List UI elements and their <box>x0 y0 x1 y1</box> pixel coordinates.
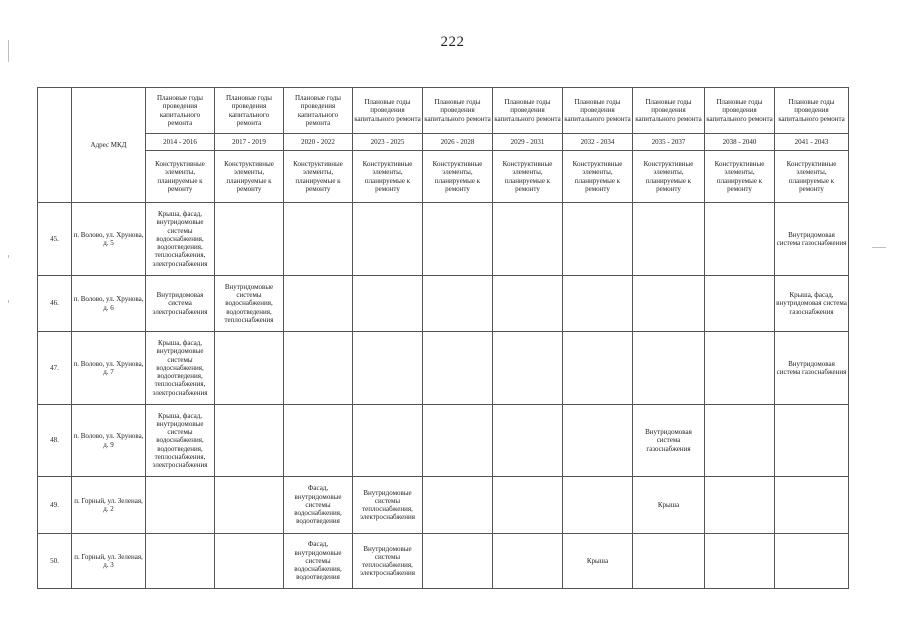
row-cell <box>633 203 705 276</box>
header-period: 2029 - 2031 <box>493 134 563 151</box>
row-address: п. Горный, ул. Зеленая, д. 3 <box>72 534 146 589</box>
row-cell <box>215 405 284 477</box>
row-cell: Внутридомовая система газоснабжения <box>775 332 849 405</box>
row-cell <box>705 276 775 332</box>
header-number-cell <box>38 88 72 203</box>
header-elements: Конструктивные элементы, планируемые к ремонту <box>284 151 353 203</box>
row-cell <box>493 477 563 534</box>
header-address-cell: Адрес МКД <box>72 88 146 203</box>
row-cell <box>353 332 423 405</box>
header-planned-years: Плановые годы проведения капитального ремонта <box>563 88 633 134</box>
row-cell <box>215 203 284 276</box>
table-row <box>38 534 849 589</box>
row-cell <box>705 477 775 534</box>
row-cell: Внутридомовая система газоснабжения <box>775 203 849 276</box>
header-elements: Конструктивные элементы, планируемые к ремонту <box>705 151 775 203</box>
row-cell <box>423 203 493 276</box>
row-cell <box>633 276 705 332</box>
header-period: 2020 - 2022 <box>284 134 353 151</box>
row-cell <box>563 203 633 276</box>
row-cell <box>423 405 493 477</box>
header-period: 2014 - 2016 <box>146 134 215 151</box>
row-cell <box>215 477 284 534</box>
table-row <box>38 276 849 332</box>
row-cell: Внутридомовая система газоснабжения <box>633 405 705 477</box>
row-cell <box>353 203 423 276</box>
row-cell: Внутридомовая система электроснабжения <box>146 276 215 332</box>
row-cell <box>146 477 215 534</box>
row-cell <box>493 203 563 276</box>
row-cell <box>563 405 633 477</box>
binding-mark <box>872 247 886 248</box>
row-cell <box>353 405 423 477</box>
header-row-planned-years <box>38 88 849 134</box>
row-number: 46. <box>38 276 72 332</box>
row-cell <box>493 534 563 589</box>
row-number: 45. <box>38 203 72 276</box>
table-row <box>38 332 849 405</box>
row-cell <box>705 203 775 276</box>
header-planned-years: Плановые годы проведения капитального ремонта <box>215 88 284 134</box>
header-period: 2041 - 2043 <box>775 134 849 151</box>
row-cell: Внутридомовые системы теплоснабжения, электроснабжения <box>353 534 423 589</box>
header-row-periods <box>38 134 849 151</box>
row-cell <box>493 332 563 405</box>
row-cell <box>423 276 493 332</box>
binding-mark <box>8 40 9 62</box>
header-elements: Конструктивные элементы, планируемые к ремонту <box>146 151 215 203</box>
row-cell <box>423 534 493 589</box>
row-cell <box>423 477 493 534</box>
row-number: 49. <box>38 477 72 534</box>
page-number: 222 <box>440 34 465 50</box>
row-cell <box>493 405 563 477</box>
row-cell <box>775 477 849 534</box>
row-cell <box>284 332 353 405</box>
row-cell <box>493 276 563 332</box>
row-cell <box>284 276 353 332</box>
row-number: 48. <box>38 405 72 477</box>
row-cell: Крыша, фасад, внутридомовые системы водоснабжения, водоотведения, теплоснабжения, электроснабжения <box>146 332 215 405</box>
row-cell: Внутридомовые системы водоснабжения, водоотведения, теплоснабжения <box>215 276 284 332</box>
header-planned-years: Плановые годы проведения капитального ремонта <box>705 88 775 134</box>
row-address: п. Волово, ул. Хрунова, д. 9 <box>72 405 146 477</box>
header-planned-years: Плановые годы проведения капитального ремонта <box>423 88 493 134</box>
row-cell <box>284 405 353 477</box>
binding-mark <box>8 300 9 303</box>
row-cell <box>215 332 284 405</box>
capital-repair-schedule-table <box>37 87 849 589</box>
header-planned-years: Плановые годы проведения капитального ремонта <box>493 88 563 134</box>
row-cell: Крыша, фасад, внутридомовая система газоснабжения <box>775 276 849 332</box>
row-cell: Крыша <box>633 477 705 534</box>
table-row <box>38 203 849 276</box>
header-row-elements <box>38 151 849 203</box>
header-period: 2038 - 2040 <box>705 134 775 151</box>
header-elements: Конструктивные элементы, планируемые к ремонту <box>563 151 633 203</box>
row-cell <box>215 534 284 589</box>
row-cell: Фасад, внутридомовые системы водоснабжения, водоотведения <box>284 477 353 534</box>
header-period: 2032 - 2034 <box>563 134 633 151</box>
row-number: 50. <box>38 534 72 589</box>
row-address: п. Горный, ул. Зеленая, д. 2 <box>72 477 146 534</box>
header-elements: Конструктивные элементы, планируемые к ремонту <box>353 151 423 203</box>
row-cell: Внутридомовые системы теплоснабжения, электроснабжения <box>353 477 423 534</box>
row-cell <box>146 534 215 589</box>
row-cell <box>633 534 705 589</box>
header-elements: Конструктивные элементы, планируемые к ремонту <box>633 151 705 203</box>
header-elements: Конструктивные элементы, планируемые к ремонту <box>215 151 284 203</box>
binding-mark <box>8 255 9 258</box>
header-elements: Конструктивные элементы, планируемые к ремонту <box>423 151 493 203</box>
header-planned-years: Плановые годы проведения капитального ремонта <box>146 88 215 134</box>
header-elements: Конструктивные элементы, планируемые к ремонту <box>493 151 563 203</box>
row-cell <box>284 203 353 276</box>
row-cell <box>705 534 775 589</box>
header-planned-years: Плановые годы проведения капитального ремонта <box>353 88 423 134</box>
row-address: п. Волово, ул. Хрунова, д. 7 <box>72 332 146 405</box>
header-planned-years: Плановые годы проведения капитального ремонта <box>775 88 849 134</box>
table-row <box>38 405 849 477</box>
header-period: 2026 - 2028 <box>423 134 493 151</box>
header-period: 2017 - 2019 <box>215 134 284 151</box>
row-cell: Крыша <box>563 534 633 589</box>
row-cell <box>705 405 775 477</box>
row-address: п. Волово, ул. Хрунова, д. 5 <box>72 203 146 276</box>
row-cell <box>705 332 775 405</box>
row-cell <box>423 332 493 405</box>
row-cell <box>563 477 633 534</box>
row-number: 47. <box>38 332 72 405</box>
row-cell <box>633 332 705 405</box>
row-address: п. Волово, ул. Хрунова, д. 6 <box>72 276 146 332</box>
table-row <box>38 477 849 534</box>
row-cell <box>353 276 423 332</box>
header-period: 2023 - 2025 <box>353 134 423 151</box>
header-planned-years: Плановые годы проведения капитального ремонта <box>633 88 705 134</box>
row-cell <box>563 276 633 332</box>
row-cell <box>775 534 849 589</box>
row-cell: Крыша, фасад, внутридомовые системы водоснабжения, водоотведения, теплоснабжения, электроснабжения <box>146 203 215 276</box>
row-cell: Фасад, внутридомовые системы водоснабжения, водоотведения <box>284 534 353 589</box>
header-period: 2035 - 2037 <box>633 134 705 151</box>
header-planned-years: Плановые годы проведения капитального ремонта <box>284 88 353 134</box>
row-cell <box>775 405 849 477</box>
row-cell <box>563 332 633 405</box>
header-elements: Конструктивные элементы, планируемые к ремонту <box>775 151 849 203</box>
row-cell: Крыша, фасад, внутридомовые системы водоснабжения, водоотведения, теплоснабжения, электроснабжения <box>146 405 215 477</box>
